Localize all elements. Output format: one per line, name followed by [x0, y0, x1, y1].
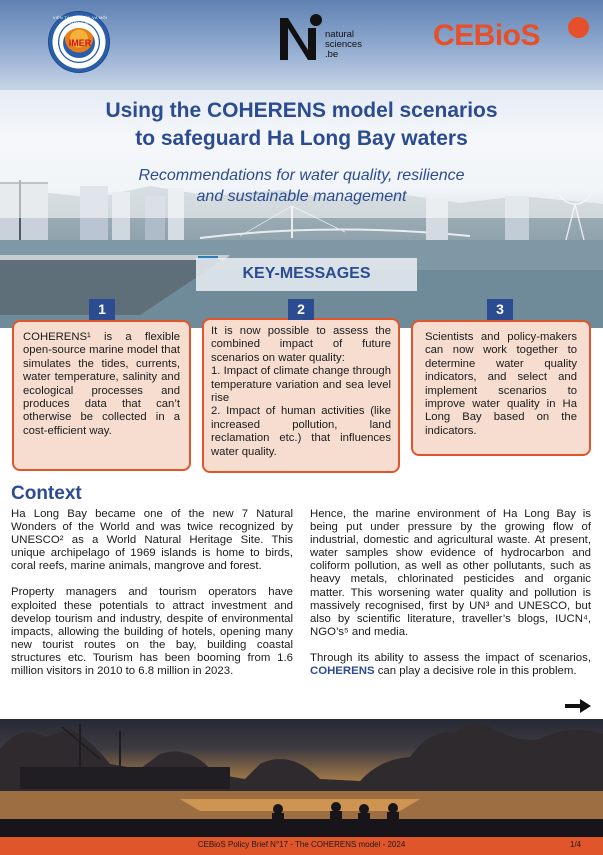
page-title-line-1: Using the COHERENS model scenarios: [105, 99, 498, 122]
context-right-paragraph-2-after: can play a decisive role in this problem.: [377, 665, 577, 678]
page-subtitle: [0, 165, 603, 207]
natural-sciences-line-3: .be: [325, 49, 339, 60]
page-subtitle-line-1: Recommendations for water quality, resilience: [138, 167, 465, 184]
imer-logo: [48, 11, 110, 73]
key-message-2-point-2: 2. Impact of human activities (like increased pollution, land reclamation etc.) that influences water quality.: [211, 405, 391, 458]
context-left-column: [11, 508, 293, 691]
natural-sciences-logo: [278, 12, 370, 62]
key-message-card-3: [411, 320, 591, 456]
footer-bar: [0, 837, 603, 855]
natural-sciences-line-1: natural: [325, 29, 355, 40]
context-right-paragraph-2: [310, 652, 591, 678]
context-right-paragraph-2-before: Through its ability to assess the impact of scenarios,: [310, 651, 591, 664]
key-message-2-point-1: 1. Impact of climate change through temperature variation and sea level rise: [211, 365, 391, 405]
key-message-2-intro: It is now possible to assess the combined impact of future scenarios on water quality:: [211, 325, 391, 364]
sunset-silhouette-scene: [0, 719, 603, 837]
key-message-number-3: 3: [487, 299, 513, 320]
context-right-column: [310, 508, 591, 691]
next-page-arrow-icon[interactable]: [565, 699, 591, 713]
key-message-3-text: Scientists and policy-makers can now work together to determine water quality indicators, and select and implement scenarios to improve water quality in Ha Long Bay based on the indicators.: [425, 331, 577, 437]
natural-sciences-n-icon: [278, 12, 323, 62]
context-heading: Context: [11, 483, 82, 504]
cebios-logo: CEBioS: [433, 19, 541, 52]
key-message-card-1: [12, 320, 191, 471]
page-subtitle-line-2: and sustainable management: [196, 188, 407, 205]
footer-text: CEBioS Policy Brief N°17 - The COHERENS model - 2024: [197, 840, 406, 849]
key-messages-heading: KEY-MESSAGES: [242, 265, 371, 282]
key-message-1-text: COHERENS¹ is a flexible open-source marine model that simulates the tides, currents, water temperature, salinity and ecological processes and produces data that can’t otherwise be collected in a cost-efficient way.: [23, 331, 180, 437]
coherens-highlight: COHERENS: [310, 665, 375, 678]
imer-logo-text: IMER: [68, 38, 92, 48]
key-message-number-1: 1: [89, 299, 115, 320]
context-left-paragraph-2: Property managers and tourism operators have exploited these potentials to attract investment and develop tourism and industry, despite of environmental impacts, allowing the building of hotels, opening many new tourist routes on the bay, building coastal structures etc. Tourism has been booming from 1.6 million visitors in 2010 to 6.8 million in 2023.: [11, 586, 293, 678]
key-message-number-2: 2: [288, 299, 314, 320]
cebios-dot-icon: [568, 17, 589, 38]
page-title-line-2: to safeguard Ha Long Bay waters: [135, 127, 468, 150]
sunset-bay-photo: [0, 719, 603, 837]
page-title: [0, 97, 603, 153]
page-number: 1/4: [570, 840, 582, 849]
key-message-card-2: [202, 318, 400, 473]
context-left-paragraph-1: Ha Long Bay became one of the new 7 Natural Wonders of the World and was twice recognized by UNESCO² as a World Natural Heritage Site. This unique archipelago of 1969 islands is home to birds, coral reefs, marine animals, mangrove and forest.: [11, 508, 293, 573]
imer-ring-text: VIỆN TÀI NGUYÊN VÀ MÔI TRƯỜNG BIỂN: [52, 15, 108, 25]
natural-sciences-line-2: sciences: [325, 39, 362, 50]
natural-sciences-label: [325, 30, 362, 60]
context-right-paragraph-1: Hence, the marine environment of Ha Long Bay is being put under pressure by the growing flow of industrial, domestic and agricultural waste. At present, water samples show evidence of hydrocarbon and coliform pollution, as well as other pollutants, such as heavy metals, chlorinated pesticides and organic matter. This worsening water quality and pollution is massively recognised, first by UN³ and UNESCO, but also by scientific literature, traveller’s blogs, IUCN⁴, NGO’s⁵ and media.: [310, 508, 591, 638]
